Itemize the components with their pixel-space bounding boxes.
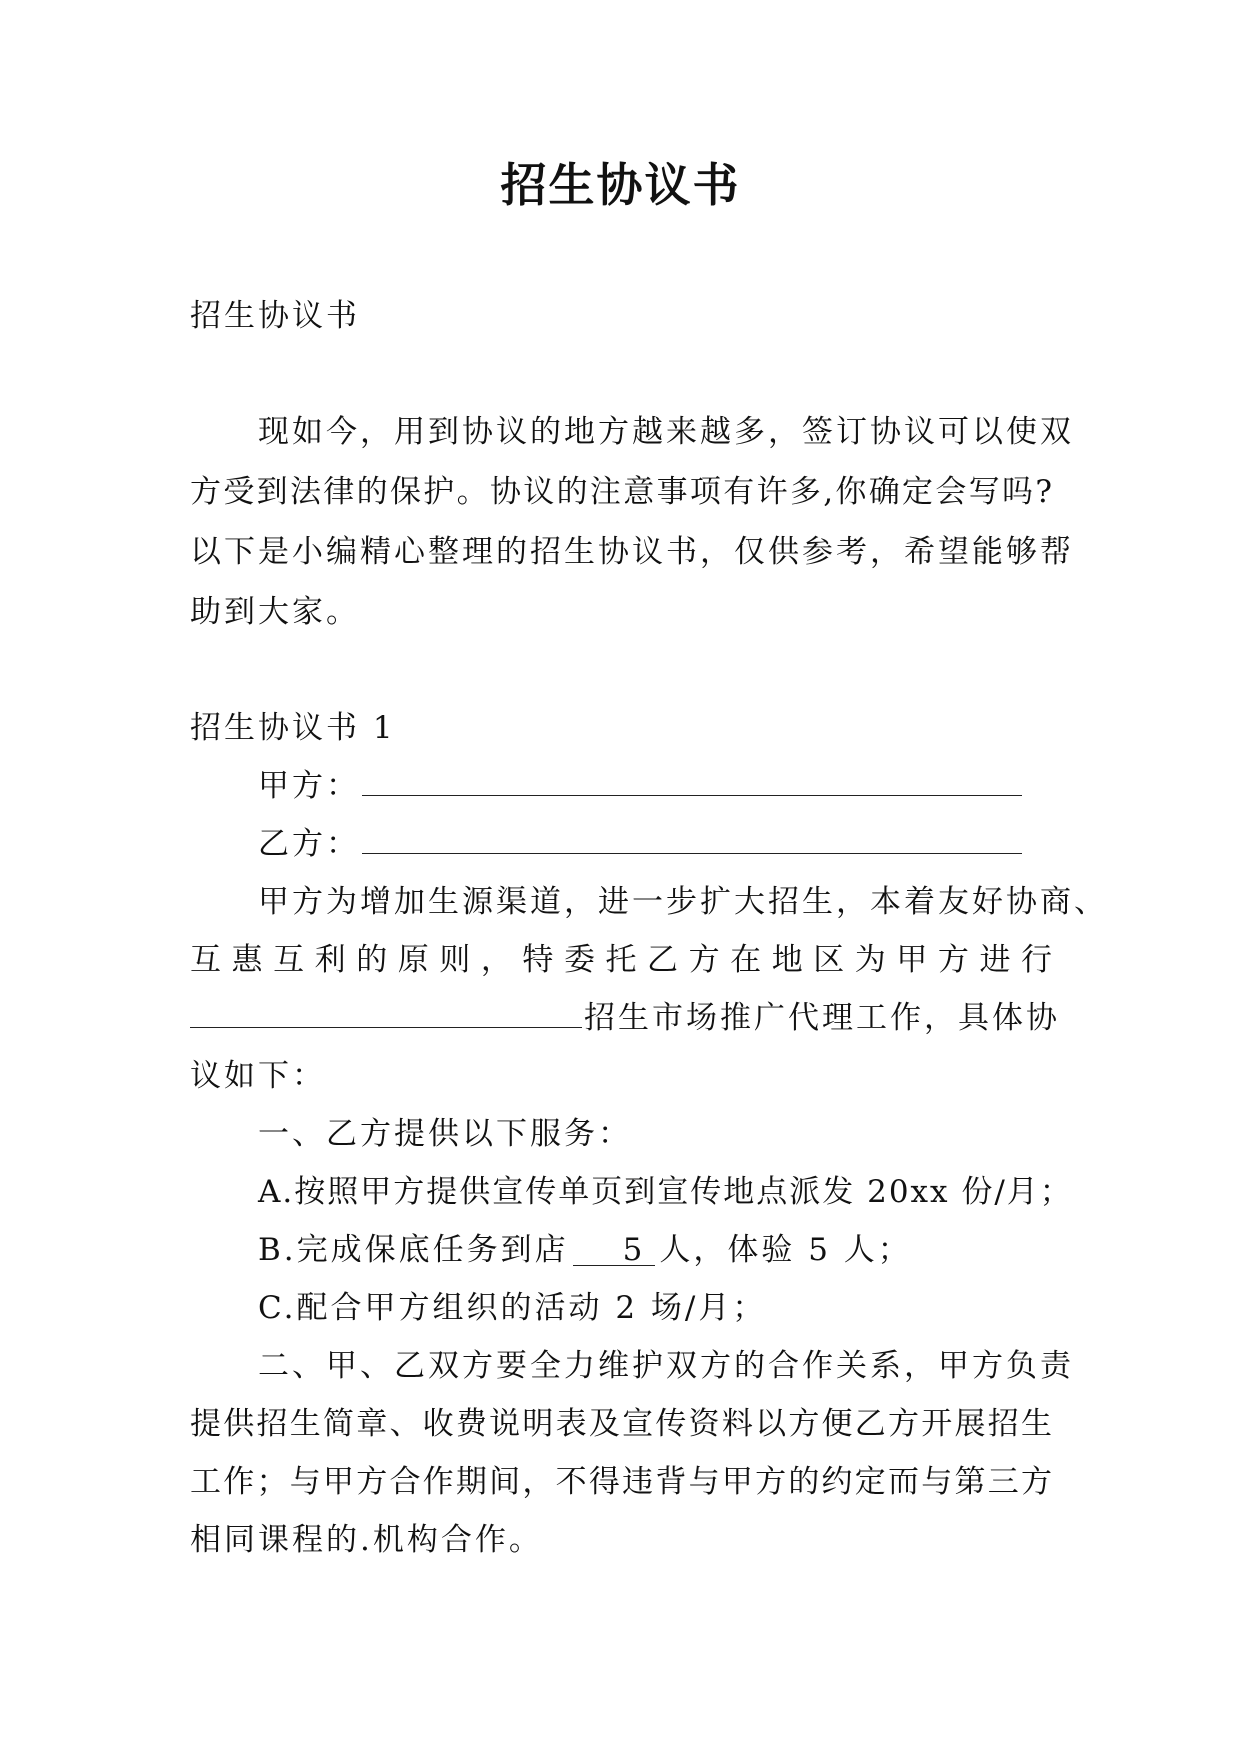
para1-line-4: 议如下： <box>190 1058 326 1094</box>
section-heading: 招生协议书 1 <box>190 710 396 746</box>
party-b-label: 乙方： <box>258 826 360 862</box>
para1-line-3 <box>190 996 1060 1040</box>
item-b-row <box>258 1228 912 1272</box>
clause-2-line-2: 提供招生简章、收费说明表及宣传资料以方便乙方开展招生 <box>190 1406 1052 1442</box>
para1-line-1: 甲方为增加生源渠道，进一步扩大招生，本着友好协商、 <box>258 884 1108 920</box>
region-blank[interactable] <box>190 999 582 1028</box>
intro-line-1: 现如今，用到协议的地方越来越多，签订协议可以使双 <box>258 414 1074 450</box>
item-c: C.配合甲方组织的活动 2 场/月； <box>258 1290 767 1326</box>
para1-line-2: 互惠互利的原则，特委托乙方在地区为甲方进行 <box>190 942 1052 978</box>
item-b-suffix: 人，体验 5 人； <box>659 1232 912 1268</box>
clause-2-line-3: 工作；与甲方合作期间，不得违背与甲方的约定而与第三方 <box>190 1464 1052 1500</box>
party-b-row <box>258 822 1024 866</box>
clause-1: 一、乙方提供以下服务： <box>258 1116 632 1152</box>
intro-line-3: 以下是小编精心整理的招生协议书，仅供参考，希望能够帮 <box>190 534 1074 570</box>
intro-line-2: 方受到法律的保护。协议的注意事项有许多,你确定会写吗? <box>190 474 1052 510</box>
para1-line-3-suffix: 招生市场推广代理工作，具体协 <box>584 1000 1060 1036</box>
party-a-row <box>258 764 1024 808</box>
intro-line-4: 助到大家。 <box>190 594 360 630</box>
item-a: A.按照甲方提供宣传单页到宣传地点派发 20xx 份/月； <box>258 1174 1073 1210</box>
clause-2-line-4: 相同课程的.机构合作。 <box>190 1522 543 1558</box>
clause-2-line-1: 二、甲、乙双方要全力维护双方的合作关系，甲方负责 <box>258 1348 1074 1384</box>
party-a-label: 甲方： <box>258 768 360 804</box>
item-b-prefix: B.完成保底任务到店 <box>258 1232 569 1268</box>
party-b-blank[interactable] <box>362 825 1022 854</box>
item-b-value[interactable]: 5 <box>573 1235 656 1266</box>
party-a-blank[interactable] <box>362 767 1022 796</box>
document-subtitle: 招生协议书 <box>190 298 360 334</box>
document-title: 招生协议书 <box>500 158 741 212</box>
